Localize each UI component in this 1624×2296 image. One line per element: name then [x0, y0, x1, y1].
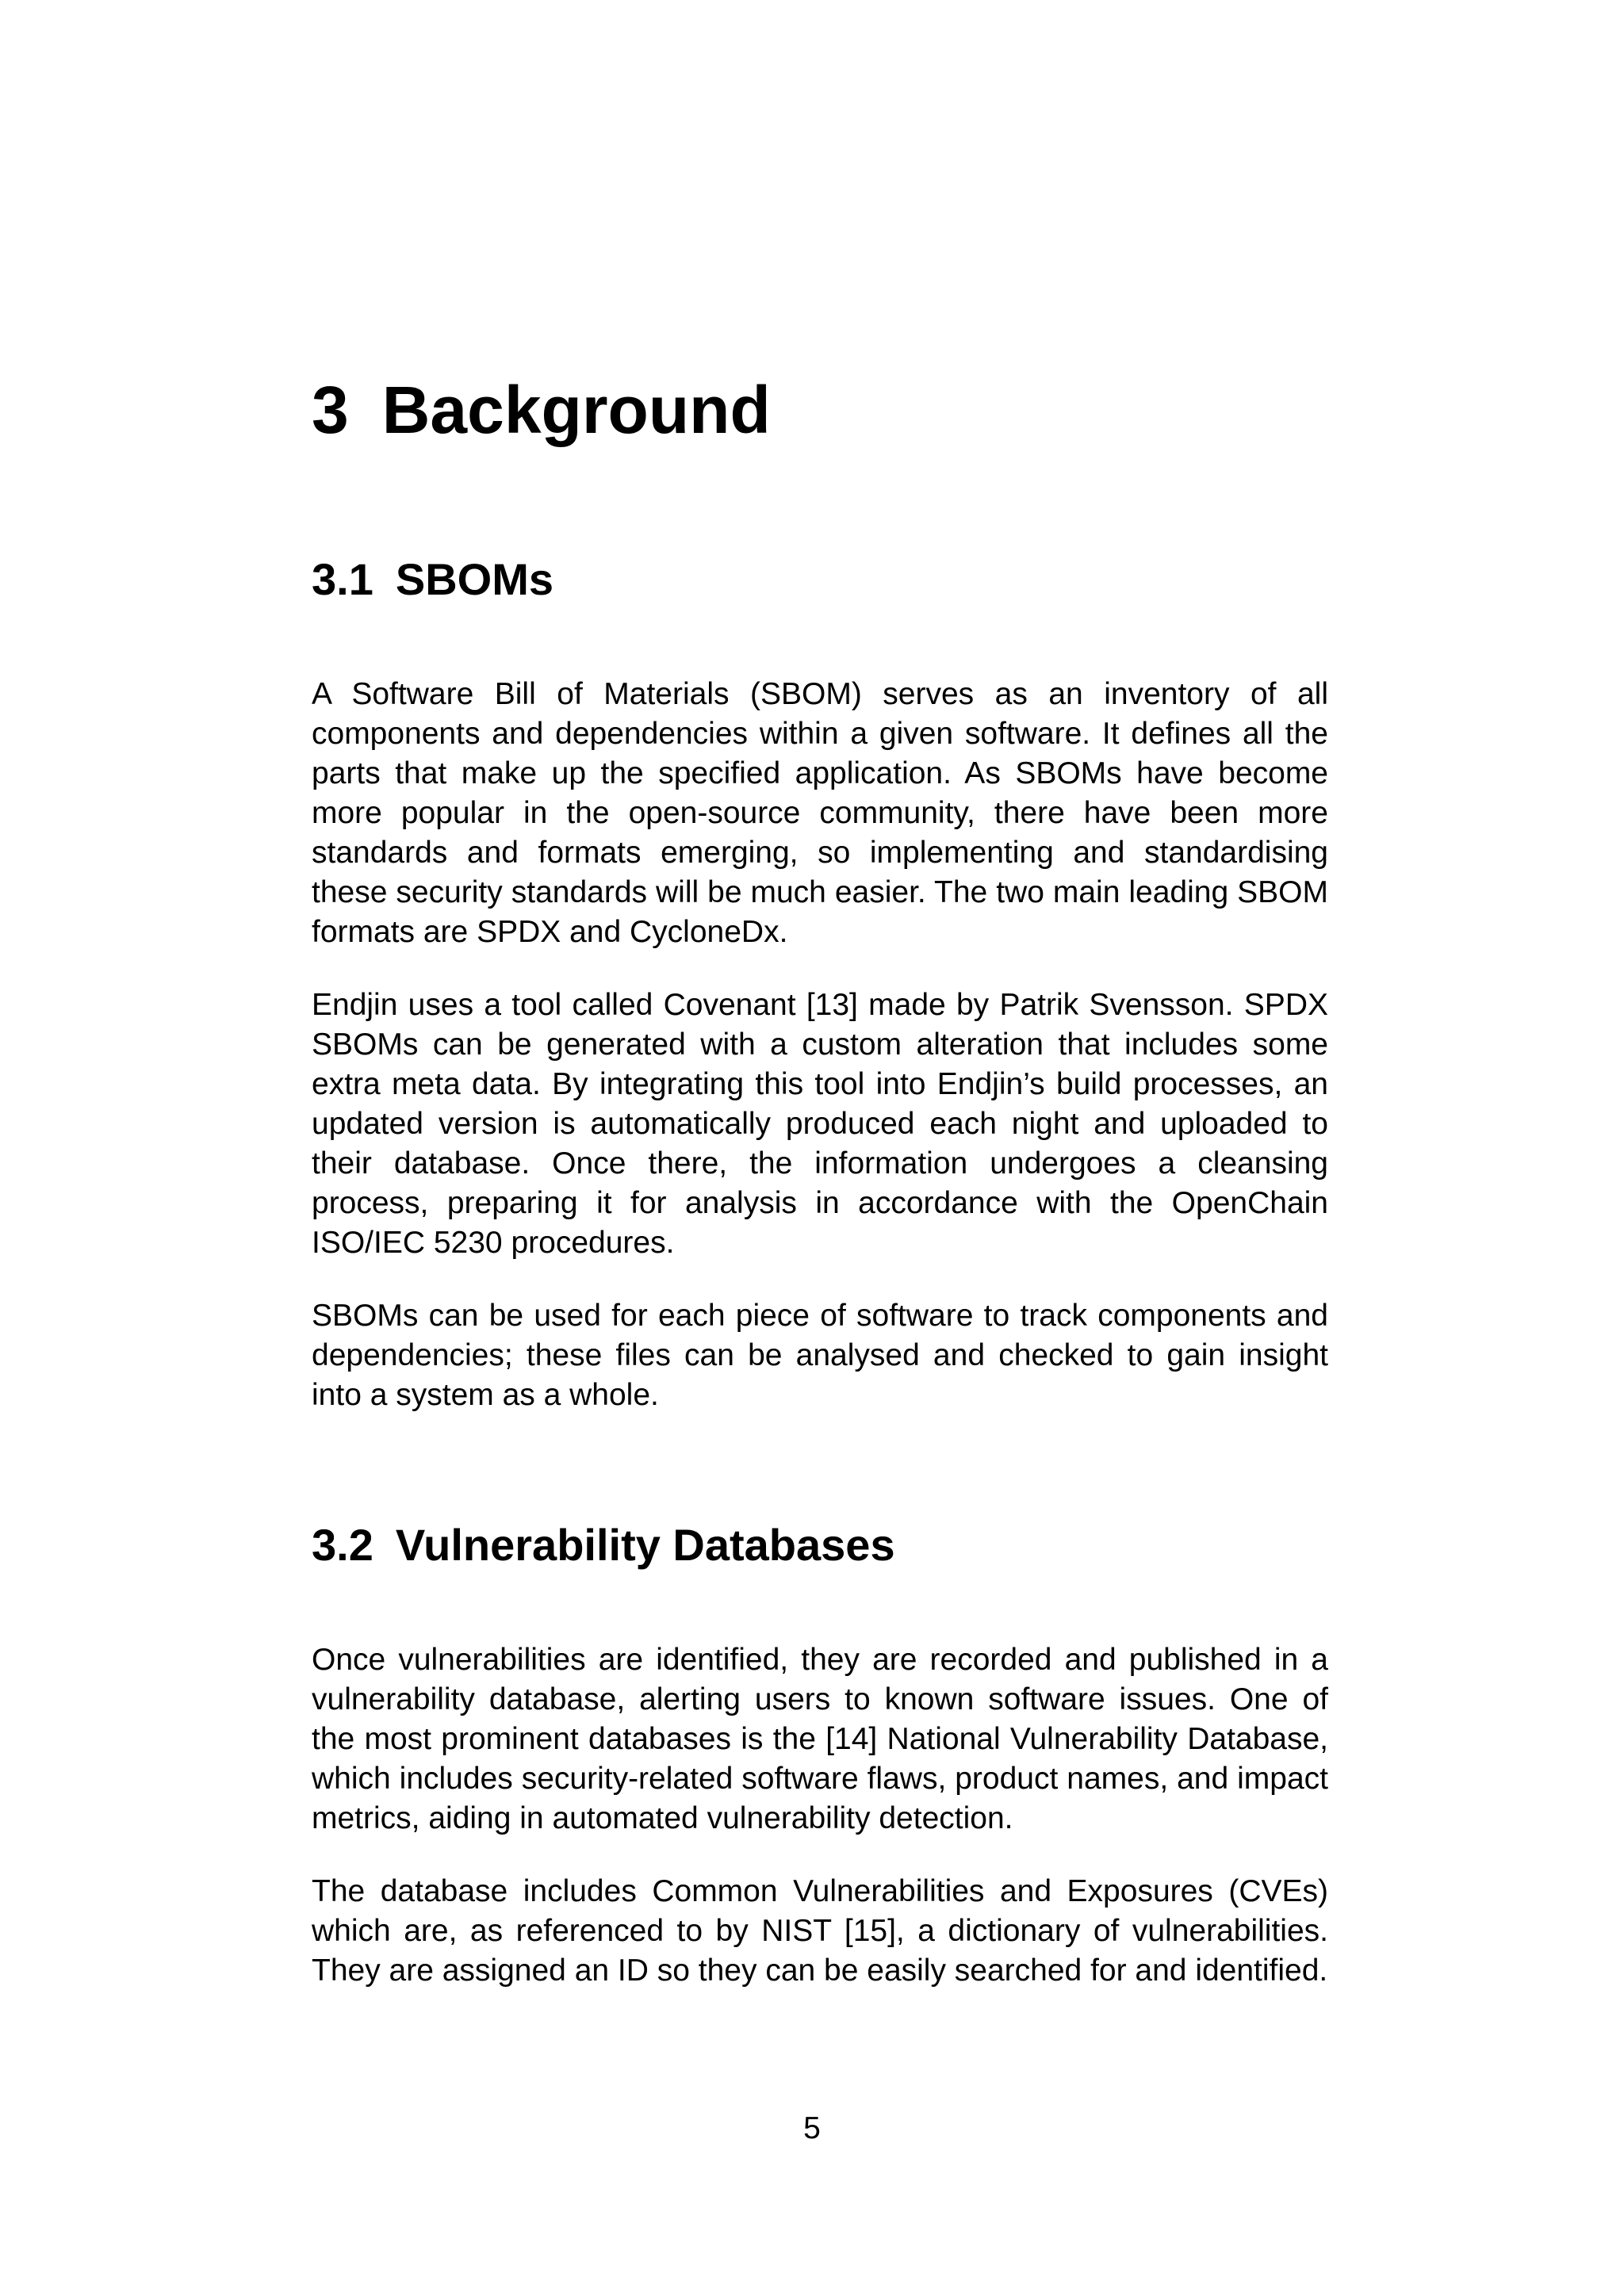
section-heading-sboms	[312, 552, 553, 607]
page-number: 5	[803, 2111, 821, 2145]
section-number: 3.1	[312, 554, 373, 604]
paragraph-sbom-definition: A Software Bill of Materials (SBOM) serves as an inventory of all components and dependencies within a given software. It defines all the parts that make up the specified application. As SBOMs have become more popular in the open-source community, there have been more standards and formats emerging, so implementing and standardising these security standards will be much easier. The two main leading SBOM formats are SPDX and CycloneDx.	[312, 677, 1328, 949]
paragraph-sbom-usage: SBOMs can be used for each piece of software to track components and dependencies; these files can be analysed and checked to gain insight into a system as a whole.	[312, 1299, 1328, 1412]
paragraph-vulnerability-database: Once vulnerabilities are identified, they are recorded and published in a vulnerability database, alerting users to known software issues. One of the most prominent databases is the [14] National Vulnerability Database, which includes security-related software flaws, product names, and impact metrics, aiding in automated vulnerability detection.	[312, 1643, 1328, 1835]
chapter-heading	[312, 366, 771, 453]
paragraph-covenant-tool: Endjin uses a tool called Covenant [13] made by Patrik Svensson. SPDX SBOMs can be generated with a custom alteration that includes some extra meta data. By integrating this tool into Endjin’s build processes, an updated version is automatically produced each night and uploaded to their database. Once there, the information undergoes a cleansing process, preparing it for analysis in accordance with the OpenChain ISO/IEC 5230 procedures.	[312, 988, 1328, 1260]
chapter-title: Background	[381, 373, 771, 447]
section-title: Vulnerability Databases	[395, 1520, 895, 1570]
section-heading-vulnerability-databases	[312, 1517, 895, 1573]
chapter-number: 3	[312, 373, 349, 447]
paragraph-cve: The database includes Common Vulnerabilities and Exposures (CVEs) which are, as referenced to by NIST [15], a dictionary of vulnerabilities. They are assigned an ID so they can be easily searched for and identified.	[312, 1874, 1328, 1988]
section-title: SBOMs	[395, 554, 554, 604]
section-number: 3.2	[312, 1520, 373, 1570]
